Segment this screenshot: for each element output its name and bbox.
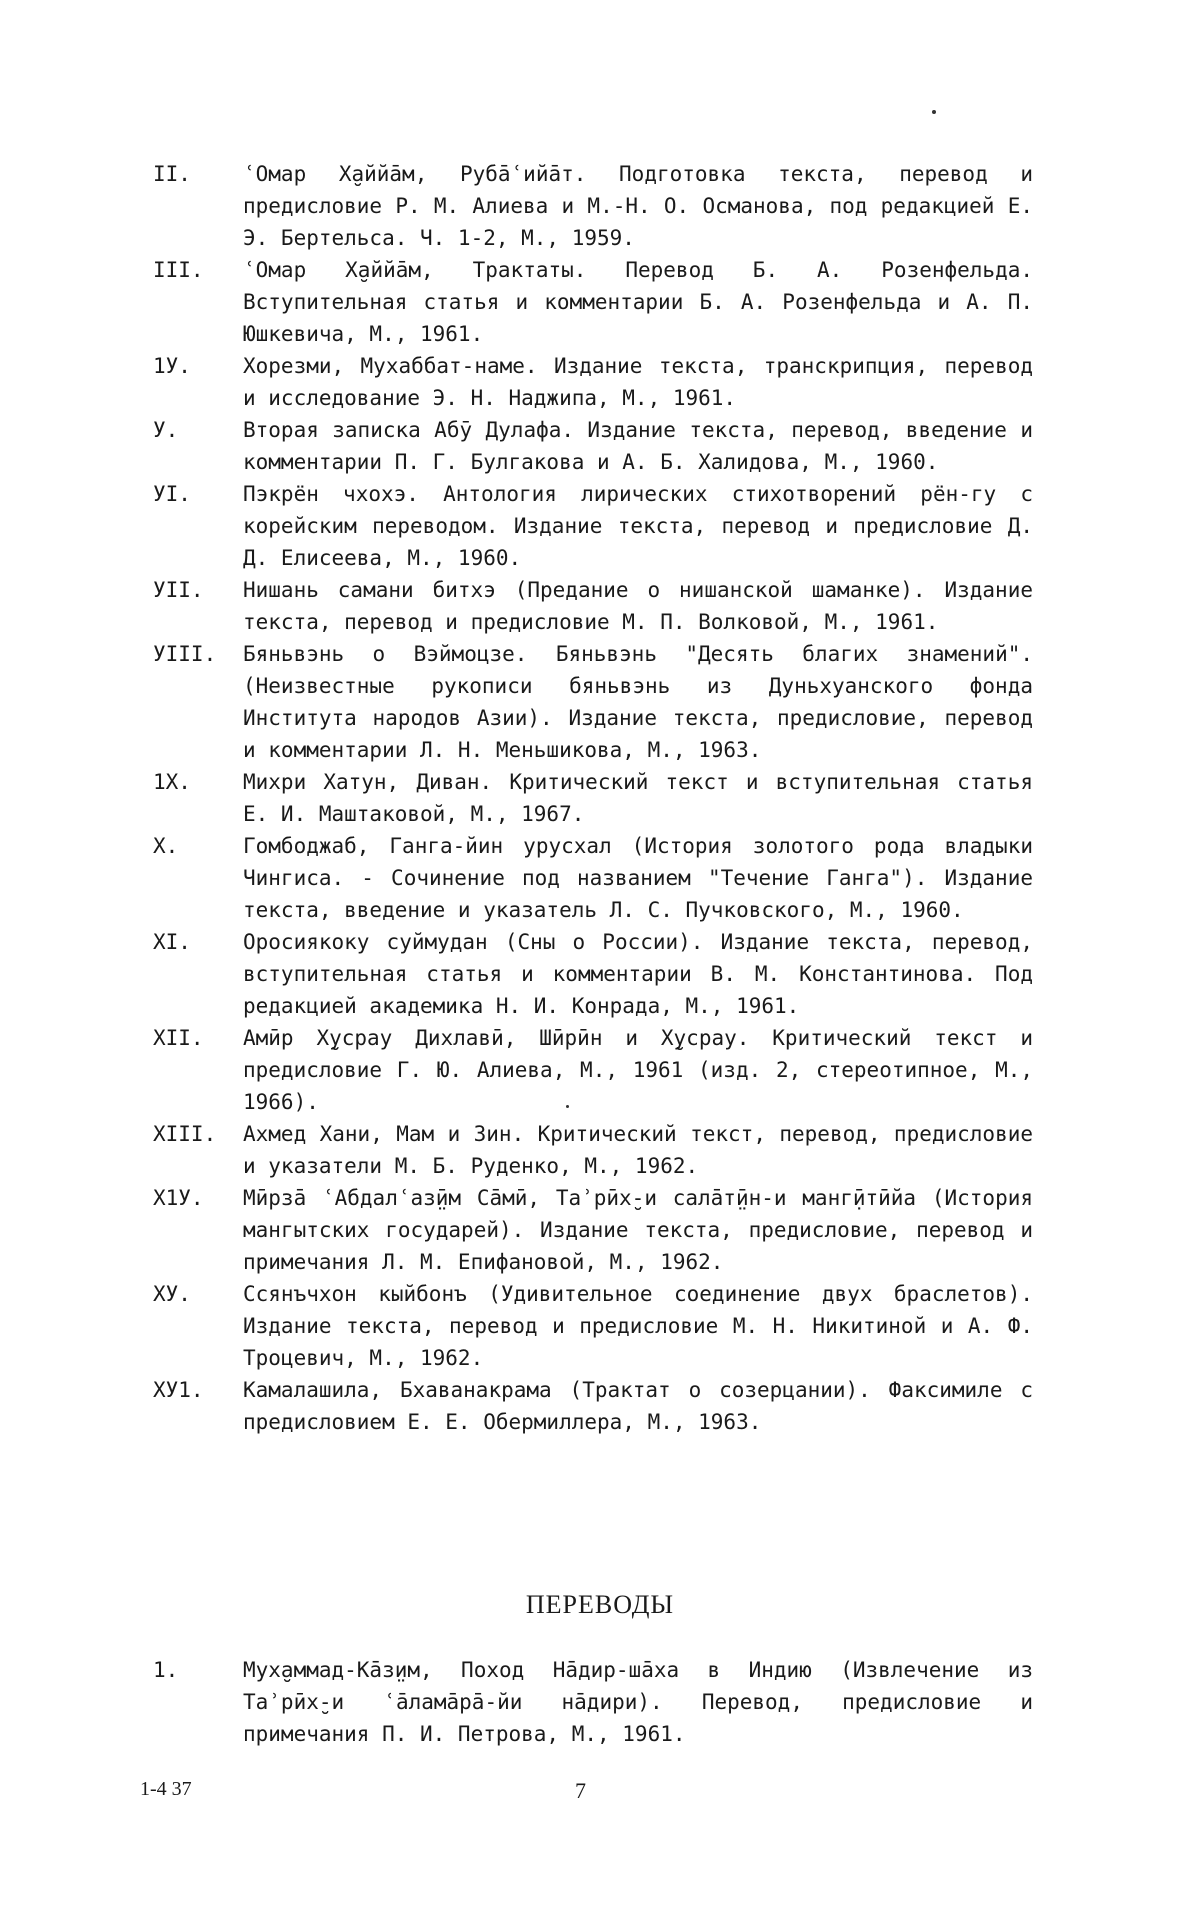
list-item bbox=[153, 926, 1033, 1022]
scan-speck bbox=[566, 1105, 569, 1108]
entry-number: Х. bbox=[153, 834, 179, 858]
entry-number: ХУ1. bbox=[153, 1378, 204, 1402]
entry-text: Михри Хатун, Диван. Критический текст и вступительная статья Е. И. Маштаковой, М., 1967. bbox=[243, 770, 1033, 826]
entry-text: ʿОмар Х̮аййа̄м, Руба̄ʿийа̄т. Подготовка текста, перевод и предисловие Р. М. Алиева и М.-Н. О. Османова, под редакцией Е. Э. Бертельса. Ч. 1-2, М., 1959. bbox=[243, 162, 1033, 250]
entry-text: Бяньвэнь о Вэймоцзе. Бяньвэнь "Десять благих знамений". (Неизвестные рукописи бяньвэнь из Дуньхуанского фонда Института народов Азии). Издание текста, предисловие, перевод и комментарии Л. Н. Меньшикова, М., 1963. bbox=[243, 642, 1033, 762]
entry-number: ХII. bbox=[153, 1026, 204, 1050]
entry-number: 1У. bbox=[153, 354, 191, 378]
page-number: 7 bbox=[575, 1778, 586, 1803]
list-item bbox=[153, 414, 1033, 478]
entry-text: Хорезми, Мухаббат-наме. Издание текста, транскрипция, перевод и исследование Э. Н. Наджипа, М., 1961. bbox=[243, 354, 1033, 410]
section-heading: ПЕРЕВОДЫ bbox=[525, 1590, 675, 1619]
printer-signature: 1-4 37 bbox=[140, 1778, 192, 1800]
entry-number: УII. bbox=[153, 578, 204, 602]
entry-text: Камалашила, Бхаванакрама (Трактат о созерцании). Факсимиле с предисловием Е. Е. Обермиллера, М., 1963. bbox=[243, 1378, 1033, 1434]
list-item bbox=[153, 830, 1033, 926]
entry-text: Нишань самани битхэ (Предание о нишанской шаманке). Издание текста, перевод и предисловие М. П. Волковой, М., 1961. bbox=[243, 578, 1033, 634]
list-item bbox=[153, 1182, 1033, 1278]
entry-text: Амӣр Х̮усрау Дихлавӣ, Шӣрӣн и Х̮усрау. Критический текст и предисловие Г. Ю. Алиева, М., 1961 (изд. 2, стереотипное, М., 1966). bbox=[243, 1026, 1033, 1114]
list-item bbox=[153, 1118, 1033, 1182]
list-item bbox=[153, 1278, 1033, 1374]
list-item bbox=[153, 254, 1033, 350]
entry-number: III. bbox=[153, 258, 204, 282]
entry-text: Ахмед Хани, Мам и Зин. Критический текст, перевод, предисловие и указатели М. Б. Руденко, М., 1962. bbox=[243, 1122, 1033, 1178]
entry-number: У. bbox=[153, 418, 179, 442]
list-item bbox=[153, 638, 1033, 766]
list-item bbox=[153, 158, 1033, 254]
entry-number: УI. bbox=[153, 482, 191, 506]
entry-text: ʿОмар Х̮аййа̄м, Трактаты. Перевод Б. А. Розенфельда. Вступительная статья и комментарии Б. А. Розенфельда и А. П. Юшкевича, М., 1961. bbox=[243, 258, 1033, 346]
list-item bbox=[153, 1374, 1033, 1438]
list-item bbox=[153, 478, 1033, 574]
entry-number: УIII. bbox=[153, 642, 217, 666]
entry-text: Гомбоджаб, Ганга-йин урусхал (История золотого рода владыки Чингиса. - Сочинение под названием "Течение Ганга"). Издание текста, введение и указатель Л. С. Пучковского, М., 1960. bbox=[243, 834, 1033, 922]
entry-number: II. bbox=[153, 162, 191, 186]
scan-speck bbox=[932, 110, 936, 114]
entry-number: ХI. bbox=[153, 930, 191, 954]
entry-number: 1. bbox=[153, 1658, 179, 1682]
publication-list bbox=[153, 158, 1033, 1438]
entry-text: Вторая записка Абӯ Дулафа. Издание текста, перевод, введение и комментарии П. Г. Булгакова и А. Б. Халидова, М., 1960. bbox=[243, 418, 1033, 474]
entry-number: ХIII. bbox=[153, 1122, 217, 1146]
entry-text: Оросиякоку суймудан (Сны о России). Издание текста, перевод, вступительная статья и комментарии В. М. Константинова. Под редакцией академика Н. И. Конрада, М., 1961. bbox=[243, 930, 1033, 1018]
entry-number: 1Х. bbox=[153, 770, 191, 794]
entry-number: ХУ. bbox=[153, 1282, 191, 1306]
translations-list bbox=[153, 1654, 1033, 1750]
list-item bbox=[153, 350, 1033, 414]
entry-text: Ссянъчхон кыйбонъ (Удивительное соединение двух браслетов). Издание текста, перевод и предисловие М. Н. Никитиной и А. Ф. Троцевич, М., 1962. bbox=[243, 1282, 1033, 1370]
entry-number: Х1У. bbox=[153, 1186, 204, 1210]
entry-text: Мух̮аммад-Ка̄з̤им, Поход На̄дир-ша̄ха в Индию (Извлечение из Таʾрӣх̮-и ʿа̄лама̄ра̄-йи на̄дири). Перевод, предисловие и примечания П. И. Петрова, М., 1961. bbox=[243, 1658, 1033, 1746]
list-item bbox=[153, 574, 1033, 638]
list-item bbox=[153, 1654, 1033, 1750]
list-item bbox=[153, 1022, 1033, 1118]
list-item bbox=[153, 766, 1033, 830]
entry-text: Мӣрза̄ ʿАбдалʿаз̤ӣм Са̄мӣ, Таʾрӣх̮-и сала̄т̤ӣн-и манг̣ӣтӣйа (История мангытских государей). Издание текста, предисловие, перевод и примечания Л. М. Епифановой, М., 1962. bbox=[243, 1186, 1033, 1274]
entry-text: Пэкрён чхохэ. Антология лирических стихотворений рён-гу с корейским переводом. Издание текста, перевод и предисловие Д. Д. Елисеева, М., 1960. bbox=[243, 482, 1033, 570]
